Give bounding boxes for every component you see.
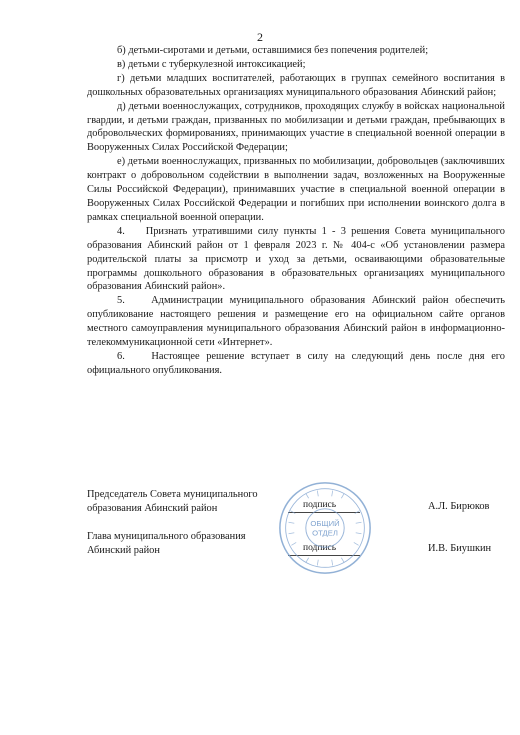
signatory-2-name: И.В. Биушкин [428,543,492,554]
page-number: 2 [257,30,263,44]
item-b-orphans: б) детьми-сиротами и детьми, оставшимися без попечения родителей; [117,45,429,56]
signatory-2-title-line1: Глава муниципального образования [87,531,246,542]
signatory-1-title [87,488,258,516]
document-body [87,44,505,378]
signatory-1-title-line2: образования Абинский район [87,502,218,514]
signatory-1-title-line1: Председатель Совета муниципального [87,489,258,500]
item-v-tuberculosis: в) детьми с туберкулезной интоксикацией; [117,58,306,70]
clause-4: 4. Признать утратившими силу пункты 1 - 3 решения Совета муниципального образования Абинский район от 1 февраля 2023 г. № 404-с «Об установлении размера родительской платы за присмотр и уход за детьми, осваивающими образовательные программы дошкольного образования в образовательных организациях муниципального образования Абинский район». [87,225,505,293]
stamp-text-line1: ОБЩИЙ [310,519,340,529]
clause-5: 5. Администрации муниципального образования Абинский район обеспечить опубликование настоящего решения и размещение его на официальном сайте органов местного самоуправления муниципального образования Абинский район в информационно-телекоммуникационной сети «Интернет». [87,295,505,349]
item-d-military-children: д) детьми военнослужащих, сотрудников, проходящих службу в войсках национальной гвардии, и детьми граждан, призванных по мобилизации и детьми граждан, пребывающих в добровольческих формированиях, принимающих участие в специальной военной операции в Вооруженных Силах Российской Федерации; [87,100,505,154]
official-stamp-seal [277,480,373,576]
item-g-junior-educators: г) детьми младших воспитателей, работающих в группах семейного воспитания в дошкольных образовательных организациях муниципального образования Абинский район; [87,72,505,98]
signatory-2-title-line2: Абинский район [87,544,160,556]
signatory-2-title [87,530,246,558]
signature-1-placeholder: подпись [303,500,337,510]
clause-6: 6. Настоящее решение вступает в силу на следующий день после дня его официального опубликования. [87,350,505,376]
signature-2-placeholder: подпись [303,543,337,553]
stamp-text-line2: ОТДЕЛ [312,528,338,538]
signatory-1-name: А.Л. Бирюков [428,501,490,512]
item-e-fallen-military-children: е) детьми военнослужащих, призванных по мобилизации, добровольцев (заключивших контракт о добровольном содействии в выполнении задач, возложенных на Вооруженные Силы Российской Федерации), принимавших участие в специальной военной операции в Вооруженных Силах Российской Федерации и погибших при исполнении воинского долга в рамках специальной военной операции. [87,156,505,223]
